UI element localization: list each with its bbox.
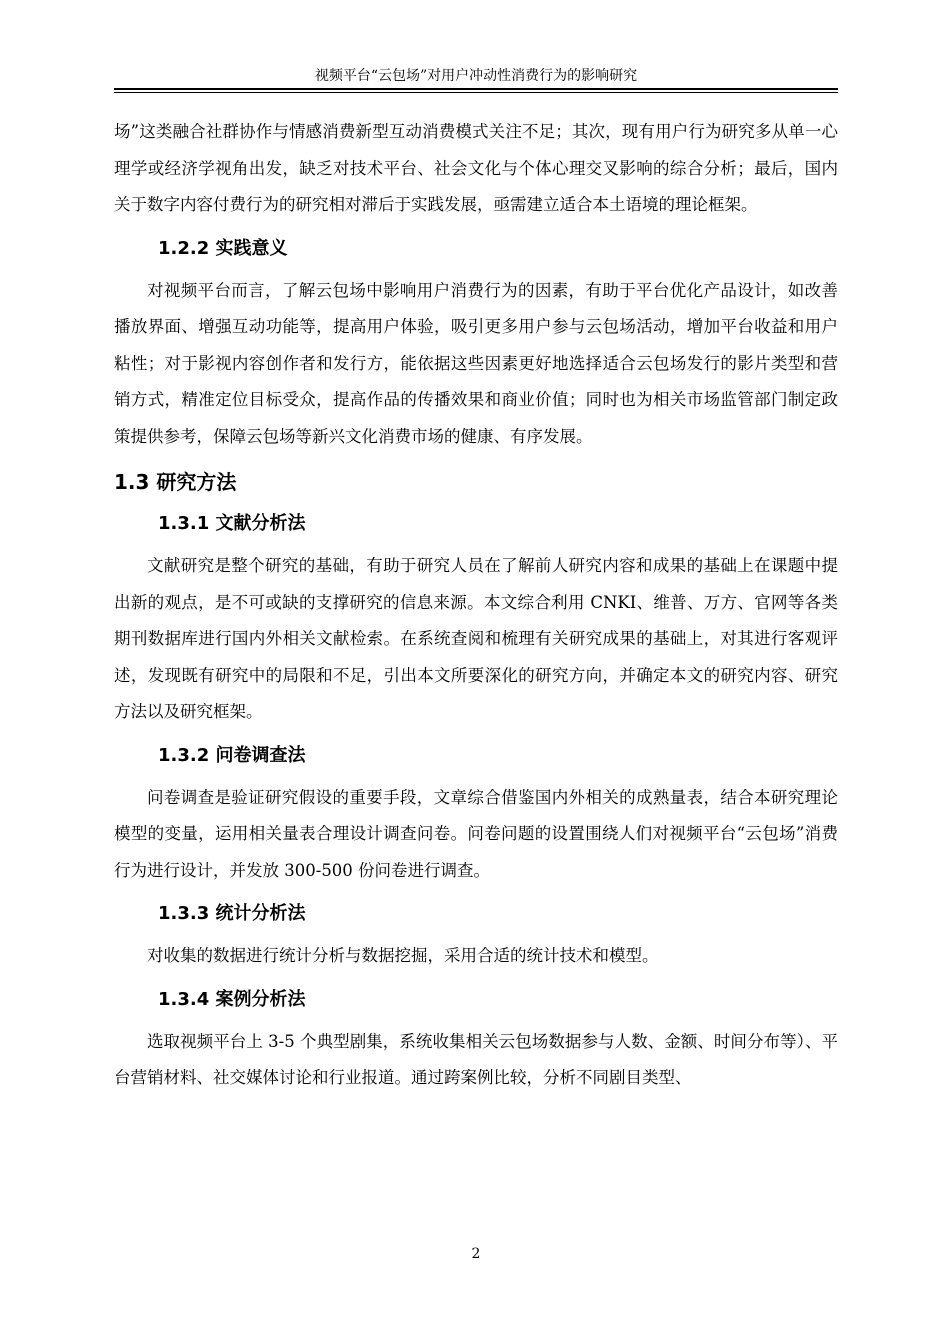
heading-1-3: 1.3 研究方法	[114, 470, 237, 494]
header-rule-secondary	[114, 92, 838, 93]
page-body	[114, 114, 838, 1097]
heading-1-3-4: 1.3.4 案例分析法	[158, 988, 306, 1010]
header-rule	[114, 88, 838, 90]
paragraph-questionnaire: 问卷调查是验证研究假设的重要手段，文章综合借鉴国内外相关的成熟量表，结合本研究理论模型的变量，运用相关量表合理设计调查问卷。问卷问题的设置围绕人们对视频平台“云包场”消费行为进行设计，并发放 300-500 份问卷进行调查。	[114, 787, 838, 880]
paragraph-literature-analysis: 文献研究是整个研究的基础，有助于研究人员在了解前人研究内容和成果的基础上在课题中提出新的观点，是不可或缺的支撑研究的信息来源。本文综合利用 CNKI、维普、万方、官网等各类期刊数据库进行国内外相关文献检索。在系统查阅和梳理有关研究成果的基础上，对其进行客观评述，发现既有研究中的局限和不足，引出本文所要深化的研究方向，并确定本文的研究内容、研究方法以及研究框架。	[114, 556, 838, 721]
paragraph-statistical-analysis: 对收集的数据进行统计分析与数据挖掘，采用合适的统计技术和模型。	[147, 946, 659, 965]
paragraph-case-analysis: 选取视频平台上 3-5 个典型剧集，系统收集相关云包场数据参与人数、金额、时间分布等）、平台营销材料、社交媒体讨论和行业报道。通过跨案例比较，分析不同剧目类型、	[114, 1031, 838, 1087]
heading-1-3-1: 1.3.1 文献分析法	[158, 513, 306, 534]
heading-1-3-3: 1.3.3 统计分析法	[158, 903, 306, 924]
heading-1-2-2: 1.2.2 实践意义	[158, 237, 288, 259]
heading-1-3-2: 1.3.2 问卷调查法	[158, 744, 306, 766]
running-header: 视频平台“云包场”对用户冲动性消费行为的影响研究	[314, 68, 638, 84]
paragraph-continued: 场”这类融合社群协作与情感消费新型互动消费模式关注不足；其次，现有用户行为研究多从单一心理学或经济学视角出发，缺乏对技术平台、社会文化与个体心理交叉影响的综合分析；最后，国内关于数字内容付费行为的研究相对滞后于实践发展，亟需建立适合本土语境的理论框架。	[114, 122, 838, 214]
page-number: 2	[471, 1246, 481, 1262]
paragraph-practical-significance: 对视频平台而言，了解云包场中影响用户消费行为的因素，有助于平台优化产品设计，如改善播放界面、增强互动功能等，提高用户体验，吸引更多用户参与云包场活动，增加平台收益和用户粘性；对于影视内容创作者和发行方，能依据这些因素更好地选择适合云包场发行的影片类型和营销方式，精准定位目标受众，提高作品的传播效果和商业价值；同时也为相关市场监管部门制定政策提供参考，保障云包场等新兴文化消费市场的健康、有序发展。	[114, 280, 838, 446]
